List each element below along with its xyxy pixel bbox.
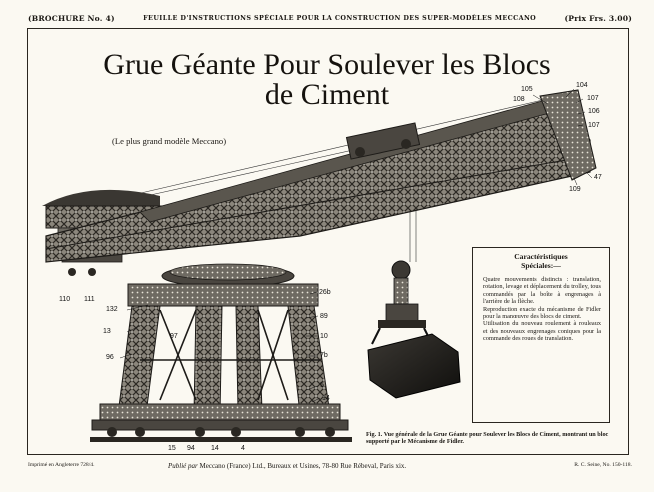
sheet-title: FEUILLE D'INSTRUCTIONS SPÉCIALE POUR LA CONSTRUCTION DES SUPER-MODÈLES MECCANO	[143, 14, 537, 22]
features-heading	[473, 252, 609, 270]
callout-13: 13	[103, 328, 111, 335]
publisher-line	[168, 462, 406, 470]
publisher-prefix: Publié par	[168, 462, 198, 470]
callout-14-right: 14	[322, 395, 330, 402]
callout-10: 10	[320, 333, 328, 340]
features-heading-line-2: Spéciales:—	[521, 261, 561, 270]
callout-107-lower: 107	[588, 122, 600, 129]
publisher-address: Meccano (France) Ltd., Bureaux et Usines, 78-80 Rue Rébeval, Paris xix.	[199, 462, 407, 470]
features-paragraph-3: Utilisation du nouveau roulement à rouleaux et des nouveaux engrenages coniques pour la commande des roues de translation.	[483, 320, 601, 343]
fidler-grab	[372, 261, 432, 344]
callout-89: 89	[320, 313, 328, 320]
callout-132: 132	[106, 306, 118, 313]
figure-caption-text: Vue générale de la Grue Géante pour Soulever les Blocs de Ciment, montrant un bloc supporté par le Mécanisme de Fidler.	[366, 431, 609, 446]
brochure-number: (BROCHURE No. 4)	[28, 13, 115, 23]
figure-number: Fig. 1.	[366, 431, 383, 438]
features-heading-line-1: Caractéristiques	[514, 252, 568, 261]
features-box	[472, 247, 610, 423]
tower-portal	[90, 284, 352, 442]
callout-15: 15	[168, 445, 176, 452]
features-paragraph-2: Reproduction exacte du mécanisme de Fidler pour la manœuvre des blocs de ciment.	[483, 305, 601, 321]
subtitle: (Le plus grand modèle Meccano)	[112, 136, 227, 146]
features-body	[483, 276, 601, 343]
callout-47: 47	[594, 174, 602, 181]
callout-106: 106	[588, 108, 600, 115]
callout-108: 108	[513, 96, 525, 103]
callout-4: 4	[241, 445, 245, 452]
callout-109: 109	[569, 186, 581, 193]
callout-5: 5	[320, 382, 324, 389]
callout-110: 110	[59, 296, 71, 303]
callout-94: 94	[187, 445, 195, 452]
page-title-line-1: Grue Géante Pour Soulever les Blocs	[103, 48, 551, 81]
page-title-line-2: de Ciment	[264, 78, 390, 111]
callout-7b: 7b	[320, 352, 328, 359]
callout-111: 111	[84, 296, 95, 303]
main-boom	[46, 90, 596, 262]
cement-block	[368, 334, 460, 398]
callout-26b: 26b	[319, 289, 331, 296]
footer	[28, 462, 632, 472]
callout-96: 96	[106, 354, 114, 361]
callout-14-bottom: 14	[211, 445, 219, 452]
callout-105: 105	[521, 86, 533, 93]
callout-107: 107	[587, 95, 599, 102]
printed-note: Imprimé en Angleterre 728/4.	[28, 462, 95, 468]
features-paragraph-1: Quatre mouvements distincts : translation, rotation, levage et déplacement du trolley, tous commandés par la boîte à engrenages à l'arrière de la flèche.	[483, 276, 601, 306]
figure-caption	[366, 431, 622, 445]
registration-number: R. C. Seine, No. 150-118.	[574, 462, 632, 468]
callout-97: 97	[170, 333, 178, 340]
callout-104: 104	[576, 82, 588, 89]
price: (Prix Frs. 3.00)	[564, 13, 632, 23]
